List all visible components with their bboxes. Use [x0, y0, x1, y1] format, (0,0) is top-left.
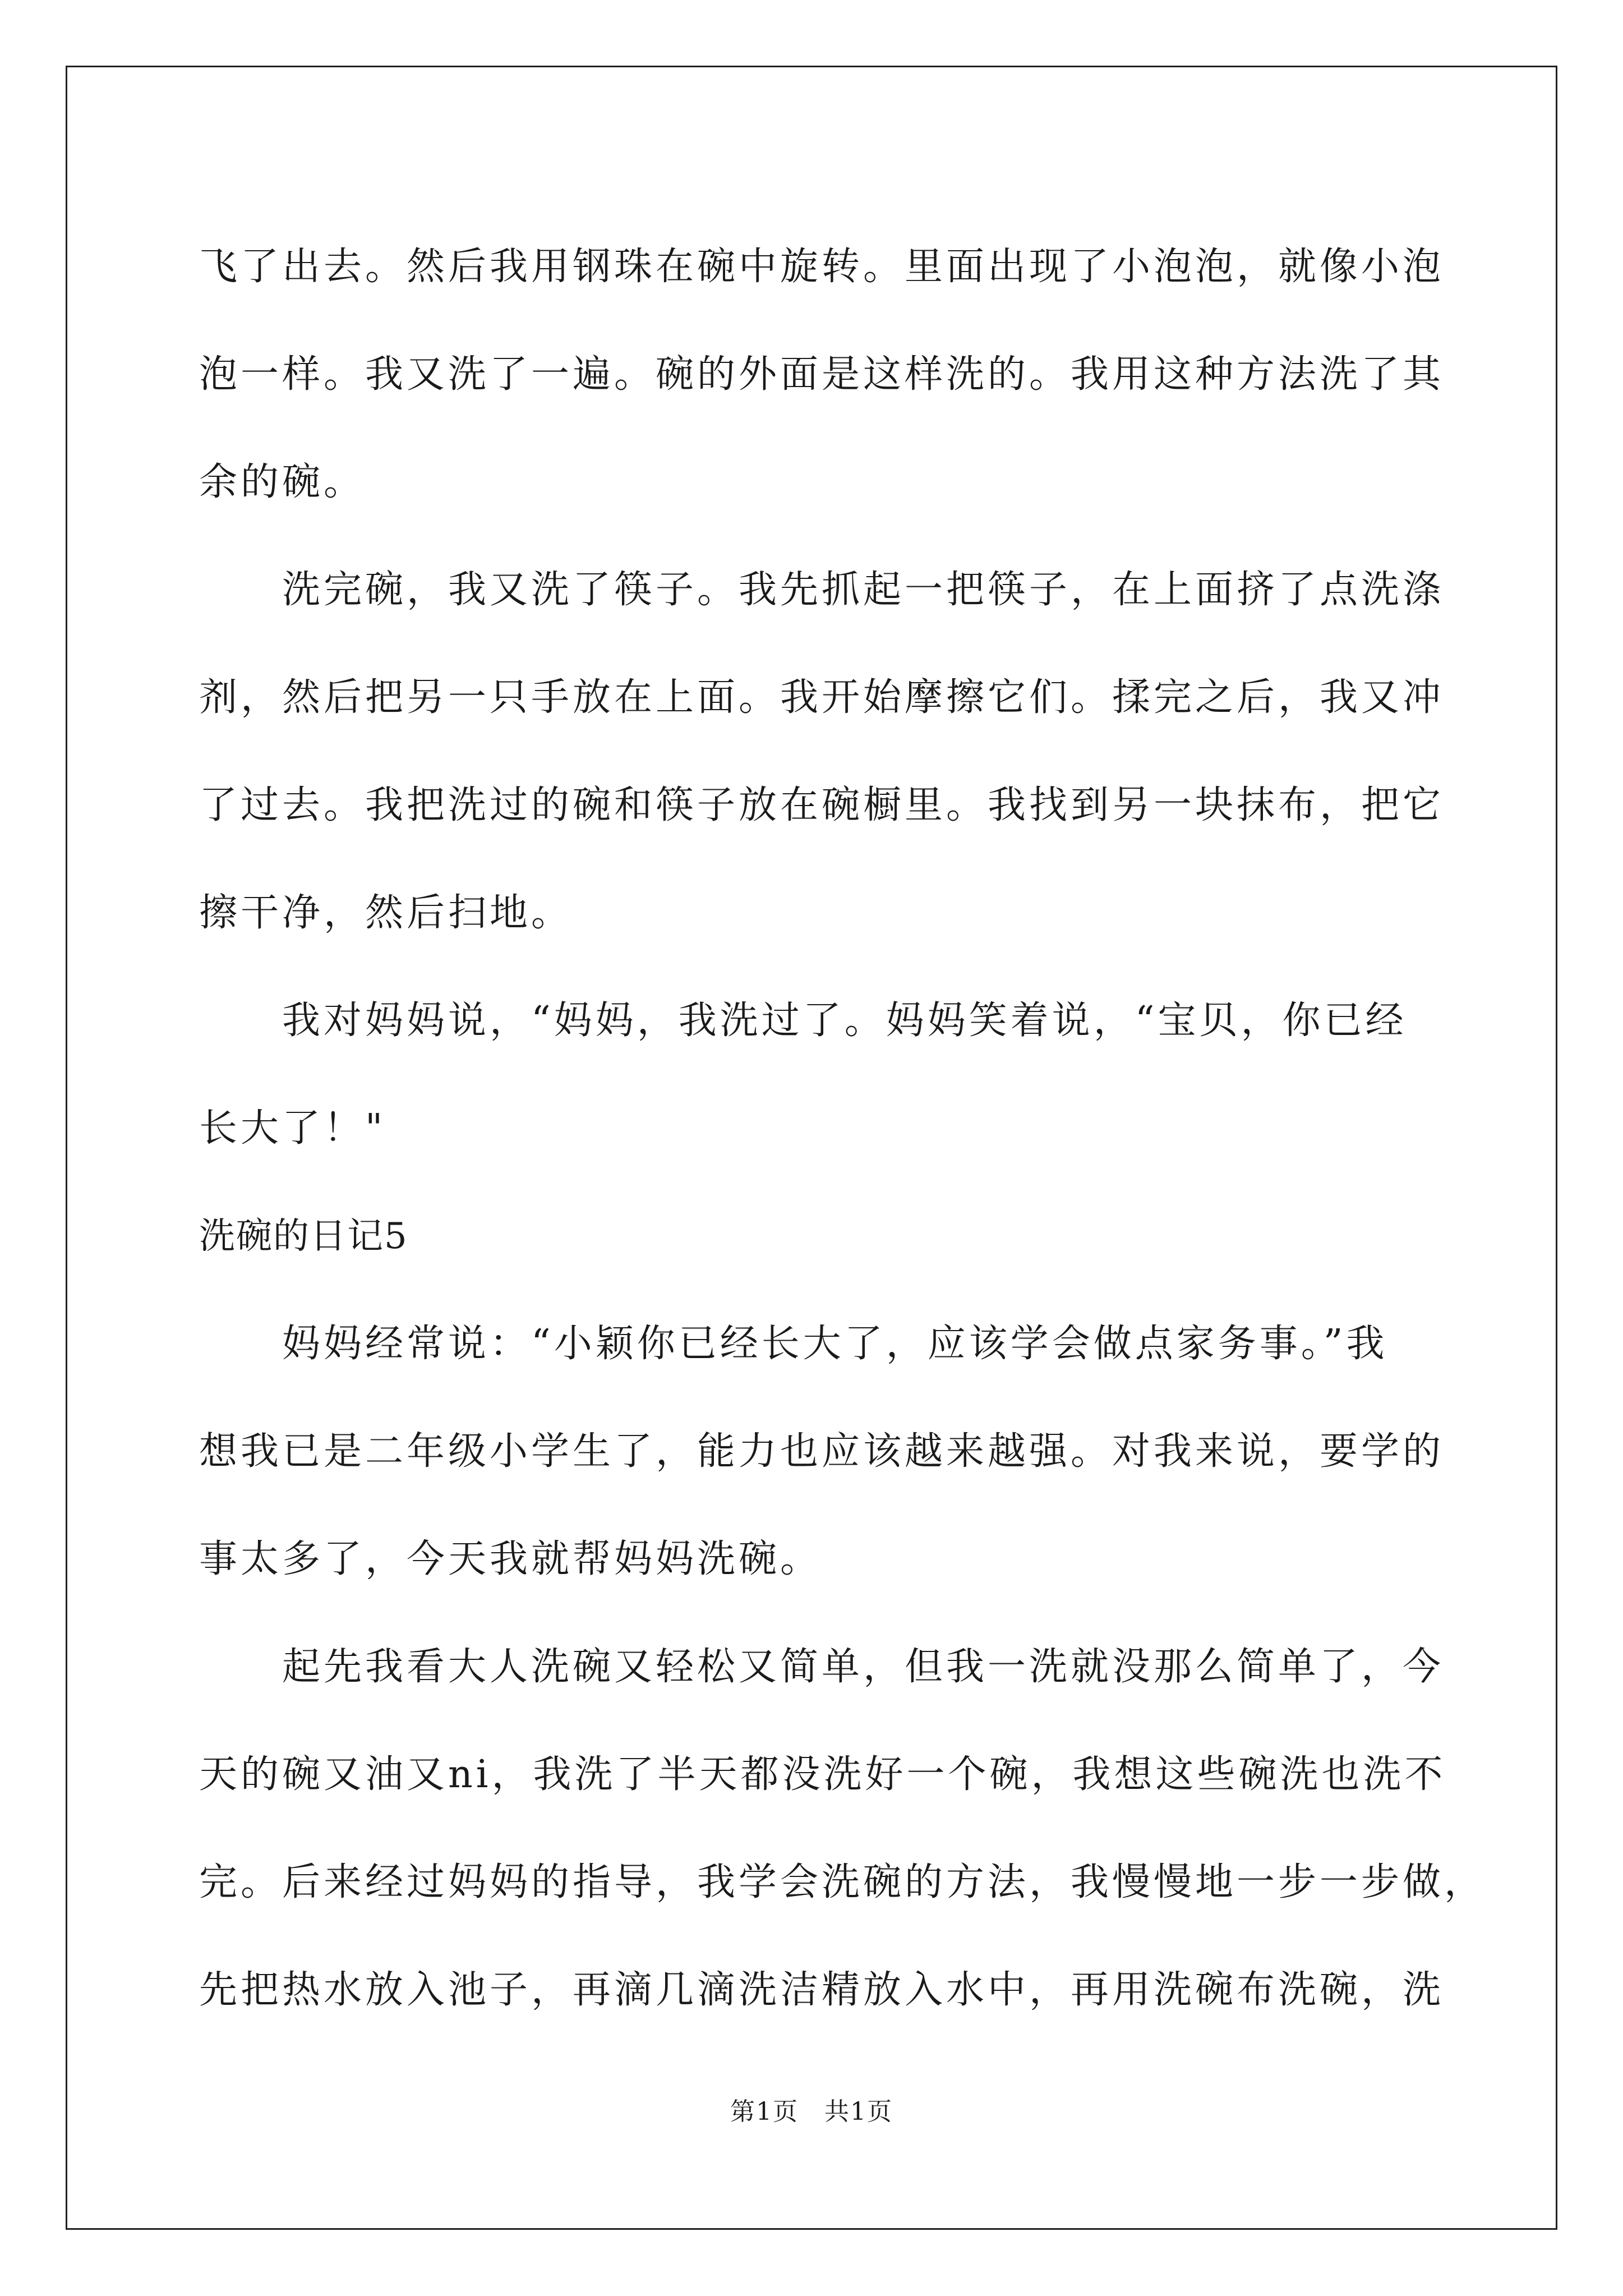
text-line: 剂，然后把另一只手放在上面。我开始摩擦它们。揉完之后，我又冲: [199, 675, 1445, 720]
text-line: 擦干净，然后扫地。: [199, 891, 573, 935]
text-line: 长大了！": [199, 1106, 386, 1151]
text-line: 飞了出去。然后我用钢珠在碗中旋转。里面出现了小泡泡，就像小泡: [199, 245, 1445, 289]
page-footer: 第1页 共1页: [730, 2097, 893, 2126]
text-line: 余的碗。: [199, 460, 366, 504]
text-line: 先把热水放入池子，再滴几滴洗洁精放入水中，再用洗碗布洗碗，洗: [199, 1968, 1445, 2012]
text-line: 妈妈经常说：“小颖你已经长大了，应该学会做点家务事。”我: [199, 1322, 1388, 1366]
text-line: 起先我看大人洗碗又轻松又简单，但我一洗就没那么简单了，今: [199, 1645, 1445, 1689]
document-body: [199, 213, 1486, 2044]
text-line: 想我已是二年级小学生了，能力也应该越来越强。对我来说，要学的: [199, 1429, 1445, 1474]
text-line: 泡一样。我又洗了一遍。碗的外面是这样洗的。我用这种方法洗了其: [199, 352, 1445, 397]
section-heading: 洗碗的日记5: [199, 1216, 408, 1257]
text-line: 完。后来经过妈妈的指导，我学会洗碗的方法，我慢慢地一步一步做，: [199, 1860, 1486, 1904]
text-line: 洗完碗，我又洗了筷子。我先抓起一把筷子，在上面挤了点洗涤: [199, 568, 1445, 612]
text-line: 事太多了，今天我就帮妈妈洗碗。: [199, 1537, 822, 1581]
text-line: 了过去。我把洗过的碗和筷子放在碗橱里。我找到另一块抹布，把它: [199, 783, 1445, 827]
text-line: 天的碗又油又ni，我洗了半天都没洗好一个碗，我想这些碗洗也洗不: [199, 1752, 1446, 1797]
text-line: 我对妈妈说，“妈妈，我洗过了。妈妈笑着说，“宝贝，你已经: [199, 999, 1407, 1043]
